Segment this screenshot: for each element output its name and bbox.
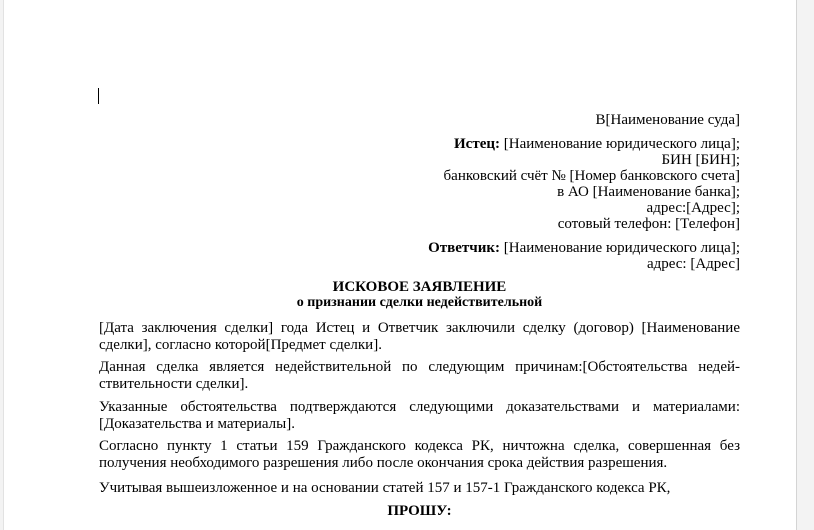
defendant-name: [Наименование юридического лица]; [500, 240, 740, 256]
plaintiff-address: адрес:[Адрес]; [646, 200, 740, 216]
text-cursor [98, 88, 99, 104]
plaintiff-phone: сотовый телефон: [Телефон] [557, 216, 740, 232]
paragraph-2 [99, 359, 740, 393]
document-title: ИСКОВОЕ ЗАЯВЛЕНИЕ [332, 279, 507, 295]
paragraph-1-line-2: сделки], согласно которой[Предмет сделки]. [99, 337, 382, 353]
paragraph-1 [99, 320, 740, 354]
paragraph-3-line-2: [Доказательства и материалы]. [99, 416, 295, 432]
paragraph-2-line-1: Данная сделка является недействительной по следующим причинам:[Обстоятельства недей- [99, 359, 740, 375]
paragraph-4 [99, 438, 740, 472]
paragraph-3-line-1: Указанные обстоятельства подтверждаются следующими доказательствами и материалами: [99, 399, 740, 415]
paragraph-5-line-1: Учитывая вышеизложенное и на основании статей 157 и 157-1 Гражданского кодекса РК, [99, 480, 671, 496]
paragraph-1-line-1: [Дата заключения сделки] года Истец и Ответчик заключили сделку (договор) [Наименование [99, 320, 740, 336]
plaintiff-name-line [444, 136, 740, 152]
defendant-block [428, 240, 740, 272]
document-subtitle: о признании сделки недействительной [296, 295, 543, 310]
plaintiff-bank: в АО [Наименование банка]; [557, 184, 740, 200]
document-page[interactable] [4, 0, 796, 530]
defendant-name-line [428, 240, 740, 256]
request-heading: ПРОШУ: [387, 503, 452, 519]
paragraph-5 [99, 480, 740, 497]
paragraph-2-line-2: ствительности сделки]. [99, 376, 249, 392]
court-name: В[Наименование суда] [595, 112, 740, 128]
plaintiff-block [444, 136, 740, 232]
plaintiff-name: [Наименование юридического лица]; [500, 136, 740, 152]
paragraph-3 [99, 399, 740, 433]
court-line [596, 112, 741, 128]
defendant-address: адрес: [Адрес] [646, 256, 740, 272]
paragraph-4-line-1: Согласно пункту 1 статьи 159 Гражданского кодекса РК, ничтожна сделка, совершенная без [99, 438, 740, 454]
paragraph-4-line-2: получения необходимого разрешения либо после окончания срока действия разрешения. [99, 455, 668, 471]
plaintiff-label: Истец: [454, 136, 500, 152]
plaintiff-account: банковский счёт № [Номер банковского счета] [443, 168, 740, 184]
plaintiff-bin: БИН [БИН]; [661, 152, 740, 168]
defendant-label: Ответчик: [428, 240, 500, 256]
